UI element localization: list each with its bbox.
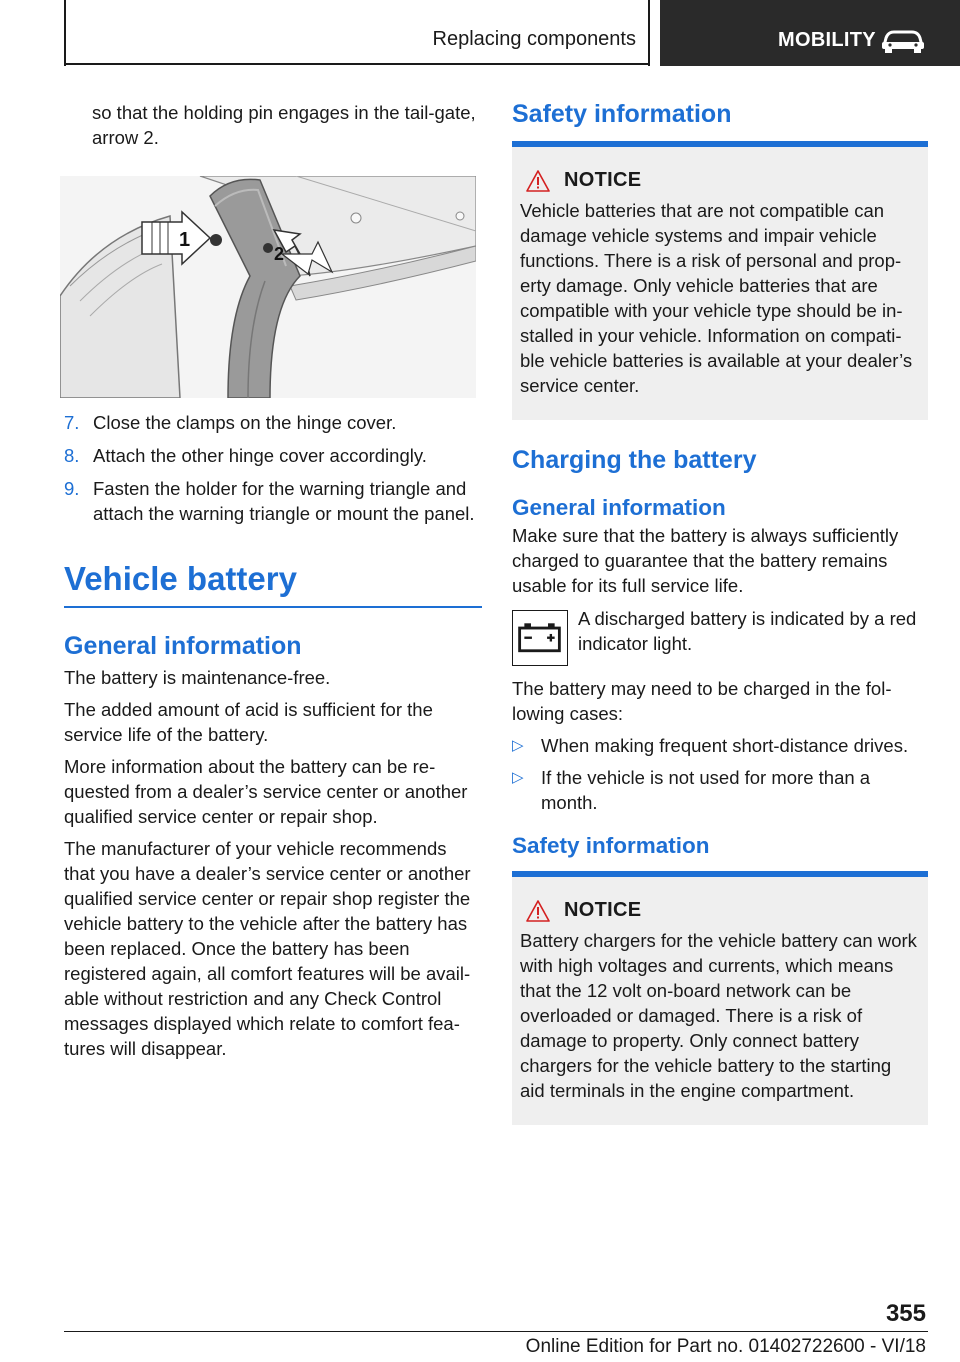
footer-rule xyxy=(64,1331,928,1332)
step-text: Fasten the holder for the warning triangle and attach the warning triangle or mount the panel. xyxy=(93,478,475,524)
bullet-text: When making frequent short-distance drives. xyxy=(541,735,909,756)
step-number: 9. xyxy=(64,478,80,499)
heading-general-information: General information xyxy=(64,632,302,660)
battery-icon xyxy=(513,611,566,664)
heading-safety-information: Safety information xyxy=(512,100,732,128)
battery-indicator-icon-frame xyxy=(512,610,568,666)
step-text: Close the clamps on the hinge cover. xyxy=(93,412,397,433)
paragraph: More information about the battery can be re-quested from a dealer’s service center or another qualified service center or repair shop. xyxy=(64,756,468,827)
right-column xyxy=(512,100,928,1125)
heading-charging-the-battery: Charging the battery xyxy=(512,446,757,474)
notice-text: Battery chargers for the vehicle battery can work with high voltages and currents, which means that the 12 volt on-board network can be overloaded or damaged. There is a risk of damage to property. Only connect battery chargers for the vehicle battery to the starting aid terminals in the engine compartment. xyxy=(520,930,917,1101)
paragraph: The battery is maintenance-free. xyxy=(64,667,331,688)
notice-header xyxy=(520,169,920,192)
header-separator xyxy=(648,0,650,66)
notice-text: Vehicle batteries that are not compatible can damage vehicle systems and impair vehicle functions. There is a risk of personal and prop-erty damage. Only vehicle batteries that are compatible with your vehicle type should be in-stalled in your vehicle. Information on compati-ble vehicle batteries is available at your dealer’s service center. xyxy=(520,200,913,396)
list-item xyxy=(64,410,482,435)
notice-box xyxy=(512,147,928,420)
intro-text: so that the holding pin engages in the tail-gate, arrow 2. xyxy=(92,102,476,148)
heading-general-information-right: General information xyxy=(512,495,726,520)
hinge-cover-illustration xyxy=(60,176,476,398)
case-list xyxy=(512,733,928,815)
indicator-text: A discharged battery is indicated by a red indicator light. xyxy=(578,608,917,654)
warning-icon xyxy=(526,900,550,922)
battery-indicator-row xyxy=(512,606,928,666)
paragraph: The battery may need to be charged in the fol-lowing cases: xyxy=(512,678,892,724)
safety-heading-bar xyxy=(512,100,928,147)
notice-title: NOTICE xyxy=(564,169,642,191)
heading-safety-information-sub: Safety information xyxy=(512,833,710,858)
step-list xyxy=(64,410,482,526)
list-item xyxy=(64,476,482,526)
paragraph: Make sure that the battery is always sufficiently charged to guarantee that the battery remains usable for its full service life. xyxy=(512,525,899,596)
triangle-bullet-icon: ▷ xyxy=(512,769,524,786)
step-number: 7. xyxy=(64,412,80,433)
triangle-bullet-icon: ▷ xyxy=(512,737,524,754)
step-text: Attach the other hinge cover accordingly. xyxy=(93,445,427,466)
footer-edition-text: Online Edition for Part no. 01402722600 - VI/18 xyxy=(525,1336,926,1357)
hinge-cover-figure xyxy=(60,176,476,398)
safety-subheading-bar xyxy=(512,833,928,877)
figure-callout-2: 2 xyxy=(274,244,285,264)
car-icon xyxy=(880,28,926,54)
figure-callout-1: 1 xyxy=(179,229,191,251)
paragraph: The manufacturer of your vehicle recommends that you have a dealer’s service center or another qualified service center or repair shop register the vehicle battery to the vehicle after the battery has been replaced. Once the battery has been registered again, all comfort features will be avail-able without restriction and any Check Control messages displayed which relate to comfort fea-tures will disappear. xyxy=(64,838,471,1059)
step-number: 8. xyxy=(64,445,80,466)
warning-icon xyxy=(526,170,550,192)
header-bottom-rule xyxy=(64,63,650,65)
notice-title: NOTICE xyxy=(564,899,642,921)
paragraph: The added amount of acid is sufficient for the service life of the battery. xyxy=(64,699,433,745)
notice-box xyxy=(512,877,928,1125)
list-item xyxy=(64,443,482,468)
notice-header xyxy=(520,899,920,922)
list-item xyxy=(512,765,928,815)
list-item xyxy=(512,733,928,758)
section-title-vehicle-battery: Vehicle battery xyxy=(64,560,482,608)
header-chapter-label[interactable]: MOBILITY xyxy=(778,29,876,51)
page-number: 355 xyxy=(885,1300,926,1327)
header-section-label: Replacing components xyxy=(432,28,636,50)
left-column xyxy=(64,100,482,1068)
bullet-text: If the vehicle is not used for more than a month. xyxy=(541,767,871,813)
